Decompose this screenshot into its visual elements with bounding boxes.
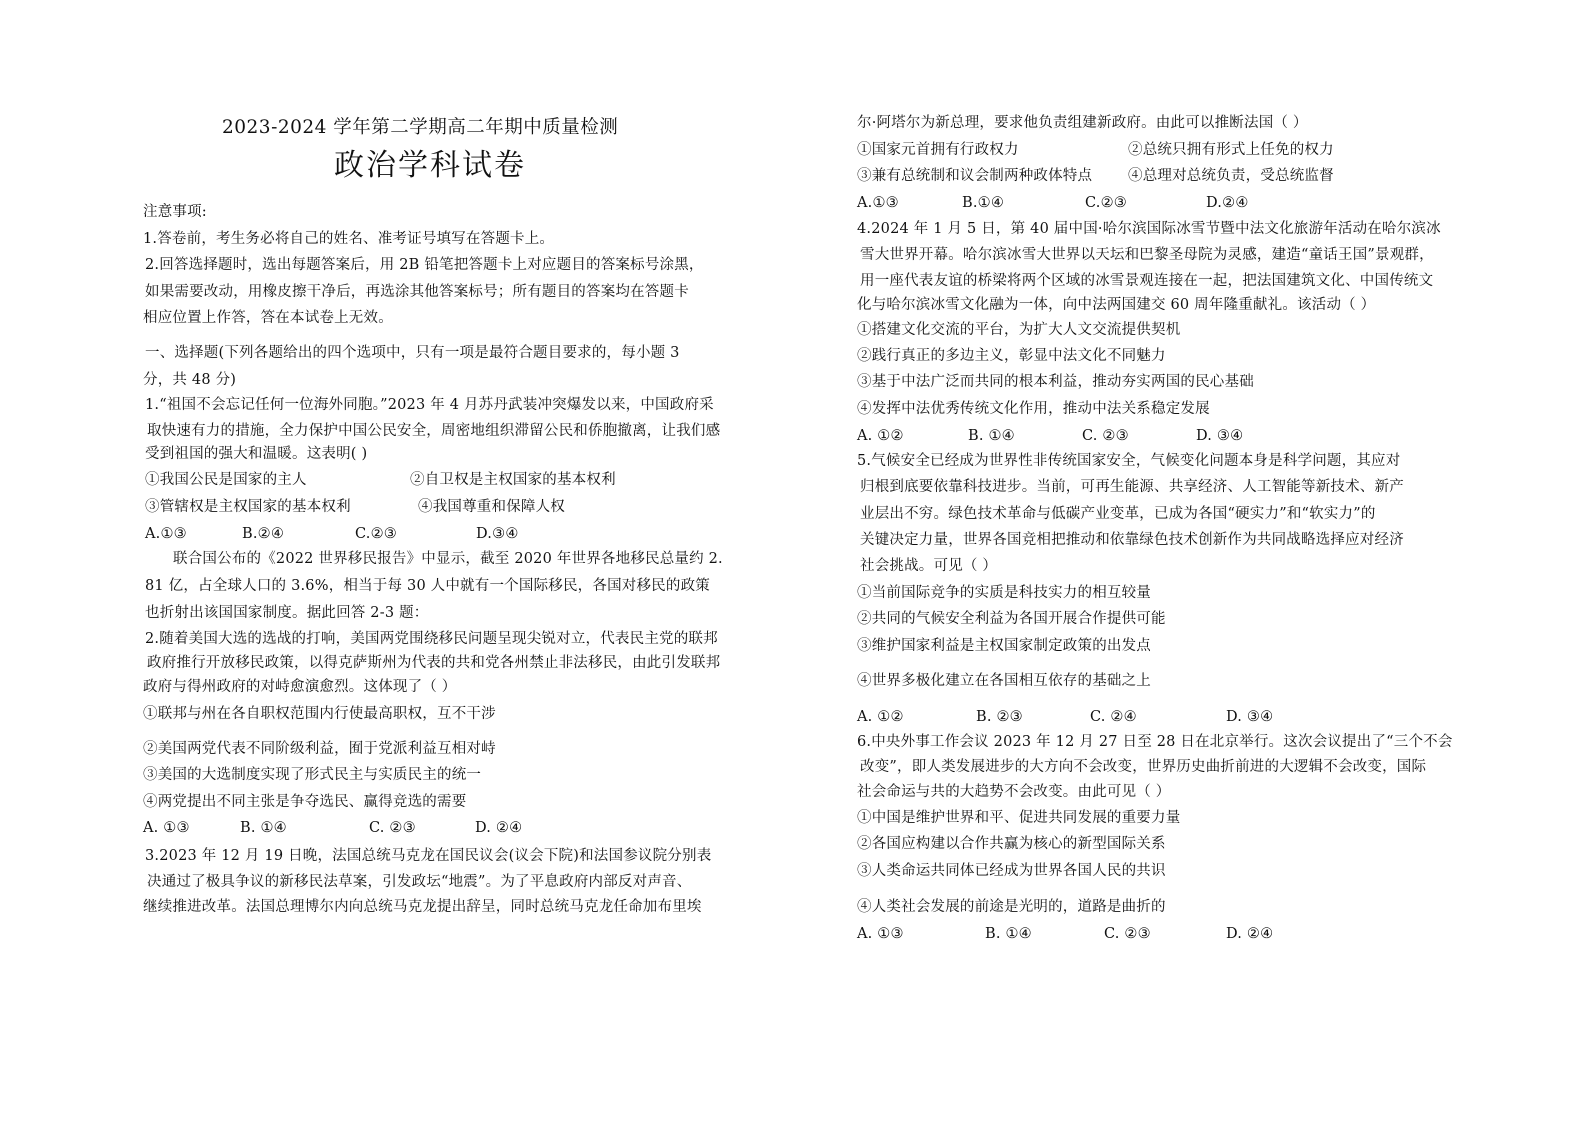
q2-item: ③美国的大选制度实现了形式民主与实质民主的统一 (143, 767, 482, 783)
q5-item: ④世界多极化建立在各国相互依存的基础之上 (857, 673, 1151, 689)
q3-stem: 3.2023 年 12 月 19 日晚，法国总统马克龙在国民议会(议会下院)和法国参议院分别表 (145, 848, 712, 864)
q5-item: ③维护国家利益是主权国家制定政策的出发点 (857, 638, 1151, 654)
q5-item: ①当前国际竞争的实质是科技实力的相互较量 (857, 585, 1151, 601)
q1-option-a: A.①③ (145, 526, 187, 542)
q3-item: ②总统只拥有形式上任免的权力 (1128, 142, 1334, 158)
q3-item: ①国家元首拥有行政权力 (857, 142, 1019, 158)
notice-line: 相应位置上作答，答在本试卷上无效。 (143, 310, 393, 326)
q1-stem: 受到祖国的强大和温暖。这表明( ) (145, 446, 368, 462)
q6-item: ④人类社会发展的前途是光明的，道路是曲折的 (857, 899, 1166, 915)
q5-option-c: C. ②④ (1090, 709, 1137, 725)
q3-item: ④总理对总统负责，受总统监督 (1128, 168, 1334, 184)
q1-option-b: B.②④ (242, 526, 285, 542)
q3-item: ③兼有总统制和议会制两种政体特点 (857, 168, 1093, 184)
q5-stem: 业层出不穷。绿色技术革命与低碳产业变革，已成为各国“硬实力”和“软实力”的 (860, 506, 1376, 522)
q6-stem: 改变”，即人类发展进步的大方向不会改变，世界历史曲折前进的大逻辑不会改变，国际 (860, 759, 1427, 775)
material-text: 联合国公布的《2022 世界移民报告》中显示，截至 2020 年世界各地移民总量约 2. (173, 551, 723, 567)
q6-option-c: C. ②③ (1104, 926, 1151, 942)
q2-stem: 政府推行开放移民政策，以得克萨斯州为代表的共和党各州禁止非法移民，由此引发联邦 (147, 655, 721, 671)
material-text: 81 亿，占全球人口的 3.6%，相当于每 30 人中就有一个国际移民，各国对移民的政策 (145, 578, 710, 594)
q5-option-d: D. ③④ (1226, 709, 1274, 725)
q6-item: ②各国应构建以合作共赢为核心的新型国际关系 (857, 836, 1166, 852)
q3-stem: 决通过了极具争议的新移民法草案，引发政坛“地震”。为了平息政府内部反对声音、 (147, 874, 692, 890)
q6-stem: 社会命运与共的大趋势不会改变。由此可见（ ） (857, 784, 1171, 800)
q2-option-c: C. ②③ (369, 820, 416, 836)
q4-option-b: B. ①④ (968, 428, 1015, 444)
q1-stem: 1.“祖国不会忘记任何一位海外同胞。”2023 年 4 月苏丹武装冲突爆发以来，中国政府采 (145, 397, 714, 413)
q6-item: ③人类命运共同体已经成为世界各国人民的共识 (857, 863, 1166, 879)
q4-stem: 4.2024 年 1 月 5 日，第 40 届中国·哈尔滨国际冰雪节暨中法文化旅游年活动在哈尔滨冰 (857, 221, 1441, 237)
notice-line: 如果需要改动，用橡皮擦干净后，再选涂其他答案标号；所有题目的答案均在答题卡 (145, 284, 689, 300)
q6-option-d: D. ②④ (1226, 926, 1274, 942)
q1-option-c: C.②③ (355, 526, 397, 542)
q6-item: ①中国是维护世界和平、促进共同发展的重要力量 (857, 810, 1181, 826)
q1-item: ③管辖权是主权国家的基本权利 (145, 499, 351, 515)
q2-stem: 政府与得州政府的对峙愈演愈烈。这体现了（ ） (143, 679, 457, 695)
exam-header-line: 2023-2024 学年第二学期高二年期中质量检测 (222, 117, 619, 138)
q4-stem: 用一座代表友谊的桥梁将两个区域的冰雪景观连接在一起，把法国建筑文化、中国传统文 (860, 273, 1434, 289)
q3-option-c: C.②③ (1085, 195, 1127, 211)
q4-option-c: C. ②③ (1082, 428, 1129, 444)
q3-stem: 尔·阿塔尔为新总理，要求他负责组建新政府。由此可以推断法国（ ） (857, 115, 1308, 131)
q2-item: ①联邦与州在各自职权范围内行使最高职权，互不干涉 (143, 706, 496, 722)
q4-option-a: A. ①② (857, 428, 904, 444)
q1-item: ②自卫权是主权国家的基本权利 (410, 472, 616, 488)
section-heading: 分，共 48 分) (143, 372, 237, 388)
q5-stem: 归根到底要依靠科技进步。当前，可再生能源、共享经济、人工智能等新技术、新产 (860, 479, 1404, 495)
q1-option-d: D.③④ (476, 526, 519, 542)
q4-option-d: D. ③④ (1196, 428, 1244, 444)
q5-option-a: A. ①② (857, 709, 904, 725)
q2-option-b: B. ①④ (240, 820, 287, 836)
q6-option-b: B. ①④ (985, 926, 1032, 942)
q2-option-d: D. ②④ (475, 820, 523, 836)
subject-title: 政治学科试卷 (334, 148, 526, 183)
q5-item: ②共同的气候安全利益为各国开展合作提供可能 (857, 611, 1166, 627)
q1-stem: 取快速有力的措施，全力保护中国公民安全，周密地组织滞留公民和侨胞撤离，让我们感 (147, 423, 721, 439)
q4-stem: 雪大世界开幕。哈尔滨冰雪大世界以天坛和巴黎圣母院为灵感，建造“童话王国”景观群， (860, 247, 1434, 263)
q3-stem: 继续推进改革。法国总理博尔内向总统马克龙提出辞呈，同时总统马克龙任命加布里埃 (143, 899, 702, 915)
q3-option-d: D.②④ (1206, 195, 1249, 211)
q3-option-a: A.①③ (857, 195, 899, 211)
q4-item: ②践行真正的多边主义，彰显中法文化不同魅力 (857, 348, 1166, 364)
notice-line: 1.答卷前，考生务必将自己的姓名、准考证号填写在答题卡上。 (143, 231, 555, 247)
q5-stem: 社会挑战。可见（ ） (860, 558, 998, 574)
q2-item: ④两党提出不同主张是争夺选民、赢得竞选的需要 (143, 794, 467, 810)
q4-stem: 化与哈尔滨冰雪文化融为一体，向中法两国建交 60 周年隆重献礼。该活动（ ） (857, 297, 1376, 313)
q2-stem: 2.随着美国大选的选战的打响，美国两党围绕移民问题呈现尖锐对立，代表民主党的联邦 (145, 631, 718, 647)
q4-item: ④发挥中法优秀传统文化作用，推动中法关系稳定发展 (857, 401, 1210, 417)
q1-item: ④我国尊重和保障人权 (418, 499, 565, 515)
material-text: 也折射出该国国家制度。据此回答 2-3 题： (145, 605, 429, 621)
section-heading: 一、选择题(下列各题给出的四个选项中，只有一项是最符合题目要求的，每小题 3 (145, 345, 680, 361)
q4-item: ①搭建文化交流的平台，为扩大人文交流提供契机 (857, 322, 1181, 338)
notice-line: 2.回答选择题时，选出每题答案后，用 2B 铅笔把答题卡上对应题目的答案标号涂黑， (145, 257, 704, 273)
q5-stem: 5.气候安全已经成为世界性非传统国家安全，气候变化问题本身是科学问题，其应对 (857, 453, 1401, 469)
q3-option-b: B.①④ (962, 195, 1005, 211)
q2-option-a: A. ①③ (143, 820, 190, 836)
q2-item: ②美国两党代表不同阶级利益，囿于党派利益互相对峙 (143, 741, 496, 757)
notice-heading: 注意事项: (143, 204, 207, 220)
q1-item: ①我国公民是国家的主人 (145, 472, 307, 488)
q6-stem: 6.中央外事工作会议 2023 年 12 月 27 日至 28 日在北京举行。这次会议提出了“三个不会 (857, 734, 1453, 750)
q4-item: ③基于中法广泛而共同的根本利益，推动夯实两国的民心基础 (857, 374, 1254, 390)
q6-option-a: A. ①③ (857, 926, 904, 942)
q5-stem: 关键决定力量，世界各国竞相把推动和依靠绿色技术创新作为共同战略选择应对经济 (860, 532, 1404, 548)
q5-option-b: B. ②③ (976, 709, 1023, 725)
